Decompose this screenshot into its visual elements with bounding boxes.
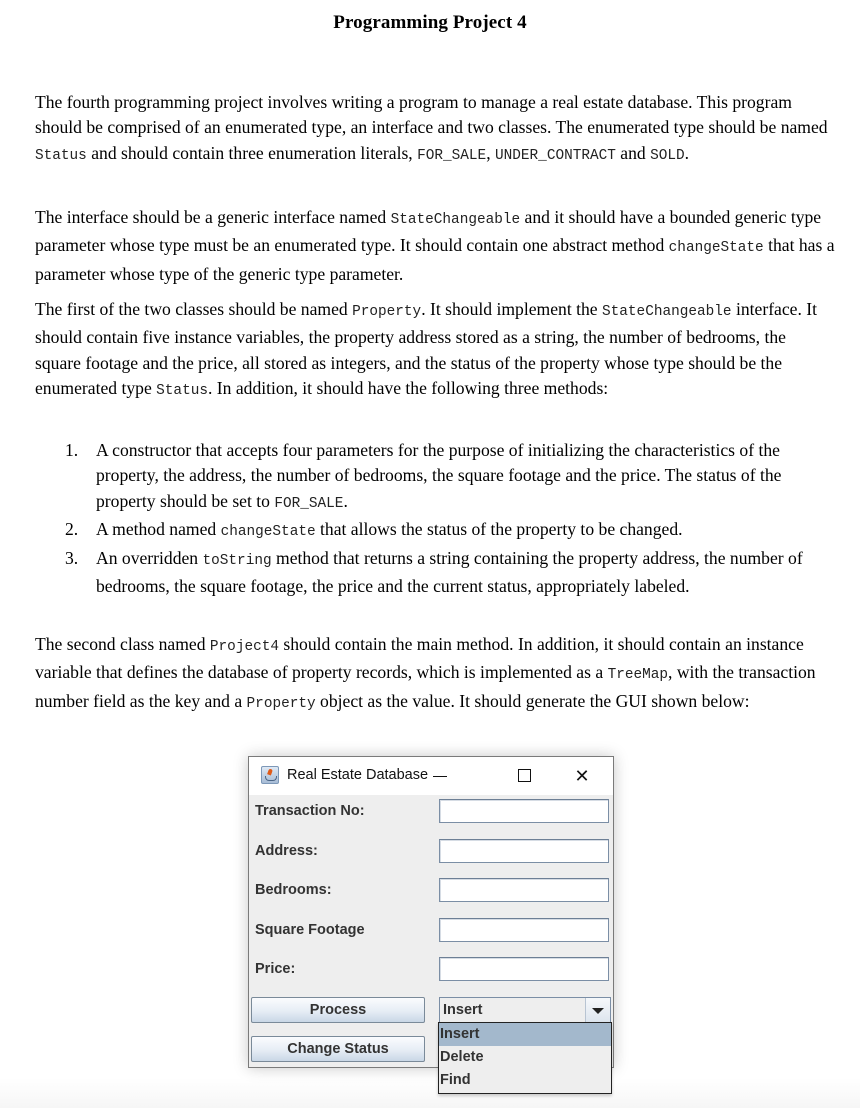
transaction-no-label: Transaction No: [255, 803, 365, 819]
process-button[interactable]: Process [251, 997, 425, 1023]
paragraph-project4-class [35, 632, 835, 717]
option-insert[interactable]: Insert [439, 1023, 611, 1046]
combo-selected-value: Insert [443, 1002, 483, 1018]
text: that has a parameter whose type of the generic type parameter. [35, 235, 835, 284]
list-item [60, 517, 840, 545]
text: A constructor that accepts four parameters for the purpose of initializing the characteristics of the property, the address, the number of bedrooms, the square footage and the price. The status of the property should be set to [96, 440, 782, 511]
methods-list [60, 438, 840, 599]
code-under-contract: UNDER_CONTRACT [495, 147, 616, 164]
bedrooms-label: Bedrooms: [255, 882, 332, 898]
square-footage-label: Square Footage [255, 922, 365, 938]
code-for-sale: FOR_SALE [274, 495, 344, 512]
option-find[interactable]: Find [440, 1072, 471, 1088]
text: A method named [96, 519, 221, 540]
change-status-button[interactable]: Change Status [251, 1036, 425, 1062]
text: The interface should be a generic interface named [35, 207, 391, 227]
document-title: Programming Project 4 [333, 12, 527, 33]
minimize-icon[interactable] [425, 763, 455, 789]
text: An overridden [96, 547, 203, 568]
page-bottom-fade [0, 1078, 860, 1108]
text: The second class named [35, 634, 210, 654]
list-item [60, 546, 840, 600]
address-field[interactable] [439, 839, 609, 863]
list-number: 3. [65, 547, 79, 568]
price-label: Price: [255, 961, 296, 977]
text: object as the value. It should generate the GUI shown below: [315, 690, 750, 711]
text: method that returns a string containing the property address, the number of bedrooms, the square footage, the price and the current status, appropriately labeled. [96, 547, 803, 597]
list-number: 2. [65, 519, 79, 540]
code-property: Property [352, 304, 422, 320]
code-statechangeable: StateChangeable [390, 212, 521, 228]
code-for-sale: FOR_SALE [417, 147, 487, 164]
code-status: Status [35, 147, 87, 164]
text: and it should have a bounded generic type parameter whose type must be an enumerated type. It should contain one abstract method [35, 207, 822, 256]
list-number: 1. [65, 440, 79, 460]
transaction-no-field[interactable] [439, 799, 609, 823]
text: interface. It should contain five instance variables, the property address stored as a string, the number of bedrooms, the square footage and the price, all stored as integers, and the status of the property whose type should be the enumerated type [35, 299, 818, 399]
code-project4: Project4 [209, 639, 279, 655]
code-changestate: changeState [668, 240, 764, 257]
text: . It should implement the [421, 299, 603, 319]
text: , with the transaction number field as the key and a [35, 662, 816, 711]
code-changestate: changeState [220, 524, 316, 541]
close-icon[interactable]: ✕ [574, 766, 590, 786]
code-property: Property [246, 695, 316, 712]
window-titlebar[interactable] [249, 757, 613, 795]
chevron-down-icon[interactable] [585, 998, 610, 1022]
list-item [60, 438, 840, 517]
price-field[interactable] [439, 957, 609, 981]
paragraph-intro [35, 90, 835, 169]
action-combo-box[interactable] [439, 997, 611, 1023]
java-cup-icon [261, 766, 279, 784]
code-statechangeable: StateChangeable [602, 304, 732, 320]
code-sold: SOLD [650, 147, 685, 164]
text: The first of the two classes should be named [35, 299, 353, 319]
combo-dropdown-list [438, 1022, 612, 1094]
address-label: Address: [255, 843, 318, 859]
text: . [343, 490, 348, 511]
window-title: Real Estate Database [287, 767, 429, 783]
code-tostring: toString [202, 552, 272, 569]
text: , [486, 142, 495, 163]
code-treemap: TreeMap [607, 667, 669, 684]
text: The fourth programming project involves writing a program to manage a real estate database. This program should be comprised of an enumerated type, an interface and two classes. The enumerated type should be named [35, 92, 828, 138]
option-delete[interactable]: Delete [440, 1049, 484, 1065]
text: should contain the main method. In addition, it should contain an instance variable that defines the database of property records, which is implemented as a [35, 634, 804, 683]
text: that allows the status of the property to be changed. [315, 519, 683, 540]
paragraph-interface [35, 205, 835, 287]
bedrooms-field[interactable] [439, 878, 609, 902]
text: and [615, 142, 651, 163]
code-status: Status [156, 383, 208, 400]
maximize-icon[interactable] [509, 763, 539, 789]
paragraph-property-class [35, 297, 835, 405]
square-footage-field[interactable] [439, 918, 609, 942]
text: . In addition, it should have the following three methods: [207, 378, 609, 399]
text: . [684, 142, 690, 163]
text: and should contain three enumeration literals, [86, 142, 418, 163]
